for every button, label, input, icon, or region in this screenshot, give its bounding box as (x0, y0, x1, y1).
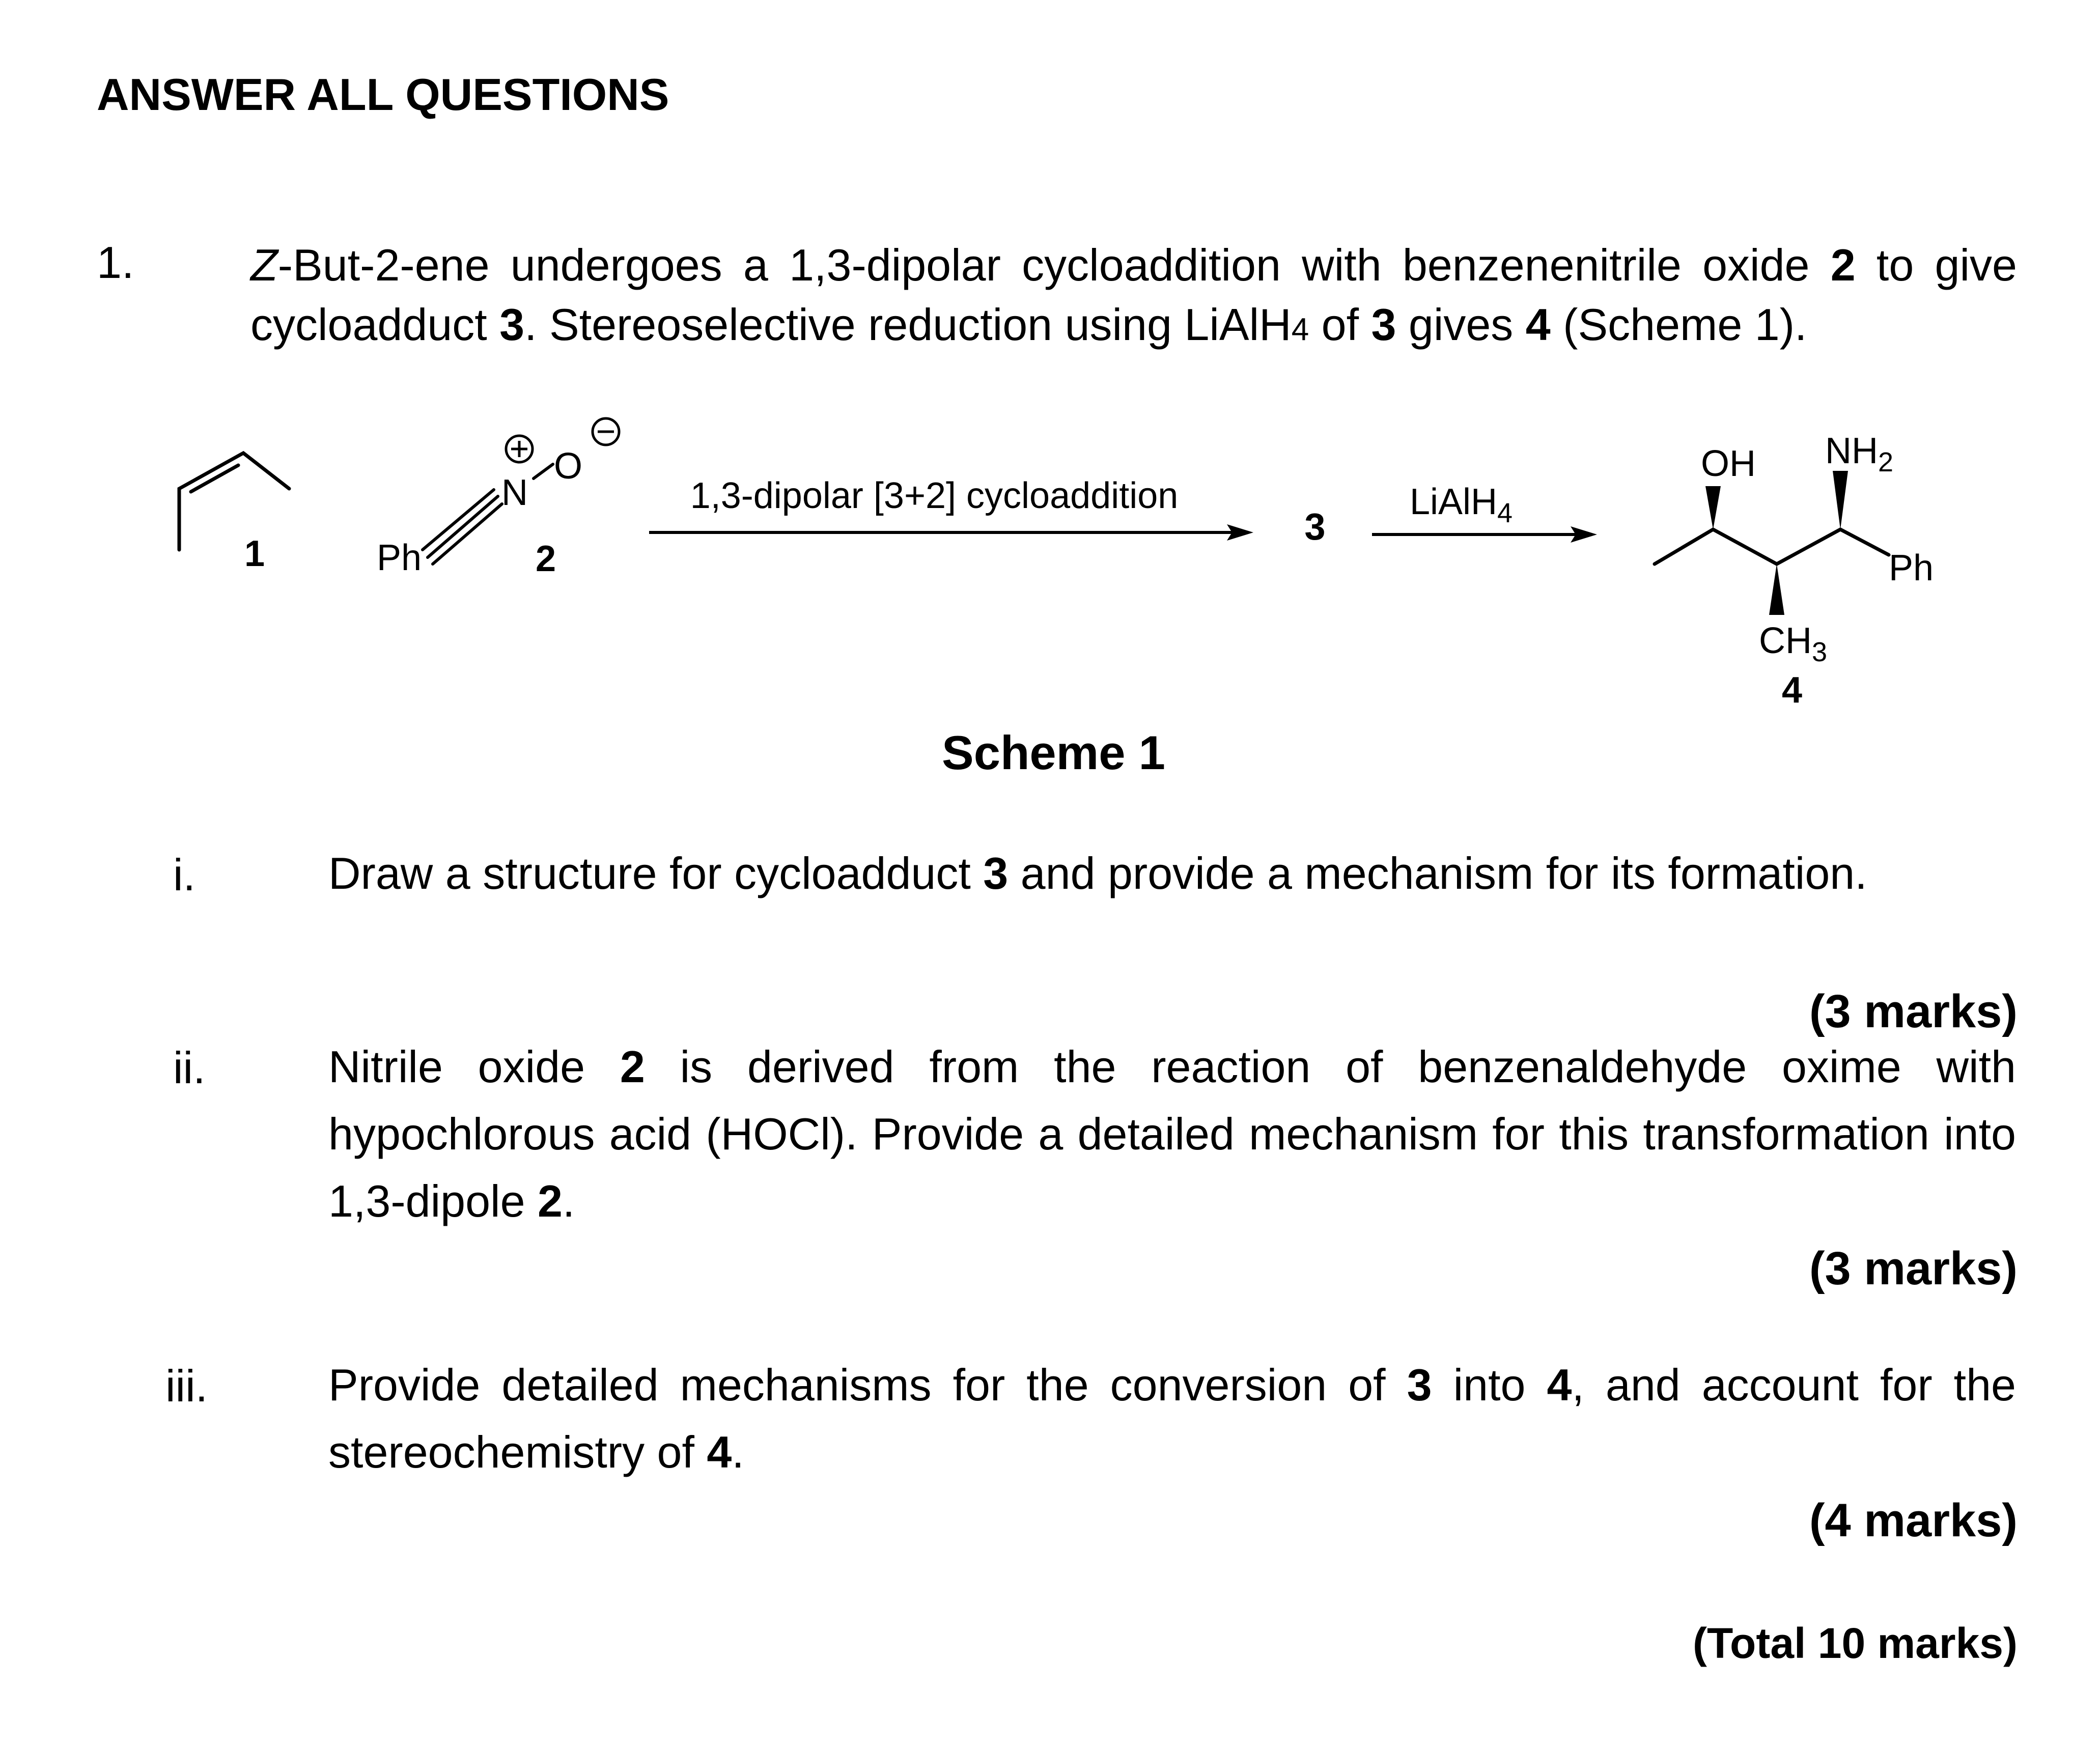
subquestion-2-numeral: ii. (173, 1042, 206, 1093)
q-text-part: (Scheme 1). (1550, 299, 1807, 350)
subquestion-2-text (328, 1033, 2016, 1235)
q-text-part: -But-2-ene undergoes a 1,3-dipolar cycloaddition with benzenenitrile oxide (277, 240, 1831, 290)
bold-ref: 4 (1525, 299, 1551, 350)
nh2-sub: 2 (1878, 447, 1894, 477)
compound-3-label: 3 (1304, 505, 1326, 548)
q-text-part: . Stereoselective reduction using LiAlH (524, 299, 1292, 350)
subquestion-1-numeral: i. (173, 850, 195, 900)
plus-charge-icon (506, 436, 533, 462)
bold-ref: 3 (1371, 299, 1396, 350)
wedge-bond-nh2 (1833, 471, 1848, 529)
bold-ref: 3 (1407, 1360, 1432, 1410)
sq-text-part: . (732, 1427, 744, 1477)
arrow-2-label (1410, 482, 1513, 528)
subquestion-3-marks: (4 marks) (1809, 1495, 2018, 1546)
compound-2-ph: Ph (377, 538, 422, 578)
reaction-scheme (0, 0, 2100, 764)
exam-heading: ANSWER ALL QUESTIONS (97, 69, 669, 120)
bold-ref: 3 (983, 848, 1009, 898)
sq-text-part: is derived from the reaction of benzenaldehyde oxime with hypochlorous acid (HOCl). Provide a detailed mechanism for this transformation into 1,3-dipole (328, 1041, 2016, 1226)
sq-text-part: Draw a structure for cycloadduct (328, 848, 984, 898)
arrow-1-label: 1,3-dipolar [3+2] cycloaddition (690, 475, 1179, 516)
nh2-main: NH (1825, 431, 1878, 471)
compound-4-skeleton (1655, 529, 1889, 564)
ch3-sub: 3 (1812, 637, 1828, 667)
subquestion-2-marks: (3 marks) (1809, 1243, 2018, 1294)
compound-2-label: 2 (535, 539, 556, 579)
subquestion-3-text (328, 1351, 2016, 1486)
compound-4-ch3 (1759, 621, 1827, 667)
compound-4-ph: Ph (1889, 548, 1934, 588)
wedge-bond-ch3 (1769, 564, 1784, 615)
compound-1-label: 1 (244, 533, 265, 574)
bold-ref: 2 (620, 1041, 645, 1092)
z-prefix: Z (250, 240, 278, 290)
scheme-caption: Scheme 1 (942, 726, 1165, 779)
bold-ref: 2 (537, 1176, 563, 1226)
sq-text-part: and provide a mechanism for its formation. (1008, 848, 1867, 898)
wedge-bond-oh (1705, 486, 1721, 529)
compound-4-label: 4 (1781, 670, 1803, 711)
compound-4-oh: OH (1701, 443, 1756, 484)
compound-1-structure (179, 453, 289, 550)
bold-ref: 4 (1547, 1360, 1572, 1410)
sq-text-part: into (1432, 1360, 1547, 1410)
bold-ref: 3 (499, 299, 525, 350)
arrow-2-label-sub: 4 (1497, 498, 1513, 528)
subscript: 4 (1291, 312, 1309, 347)
q-text-part: gives (1396, 299, 1526, 350)
sq-text-part: Nitrile oxide (328, 1041, 620, 1092)
bold-ref: 4 (707, 1427, 732, 1477)
compound-2-structure (423, 464, 553, 564)
q-text-part: to give cycloadduct (250, 240, 2017, 350)
compound-4-nh2 (1825, 431, 1893, 477)
subquestion-1-text (328, 840, 2016, 907)
subquestion-1-marks: (3 marks) (1809, 985, 2018, 1037)
minus-charge-icon (593, 418, 619, 445)
compound-2-n: N (501, 472, 528, 513)
q-text-part: of (1309, 299, 1371, 350)
total-marks: (Total 10 marks) (1693, 1619, 2018, 1667)
sq-text-part: , and account for the stereochemistry of (328, 1360, 2016, 1477)
sq-text-part: . (562, 1176, 575, 1226)
ch3-main: CH (1759, 621, 1812, 661)
compound-2-o: O (554, 446, 583, 487)
subquestion-3-numeral: iii. (165, 1361, 208, 1411)
arrow-2-label-main: LiAlH (1409, 482, 1498, 522)
sq-text-part: Provide detailed mechanisms for the conversion of (328, 1360, 1407, 1410)
bold-ref: 2 (1830, 240, 1856, 290)
question-number: 1. (97, 237, 134, 288)
